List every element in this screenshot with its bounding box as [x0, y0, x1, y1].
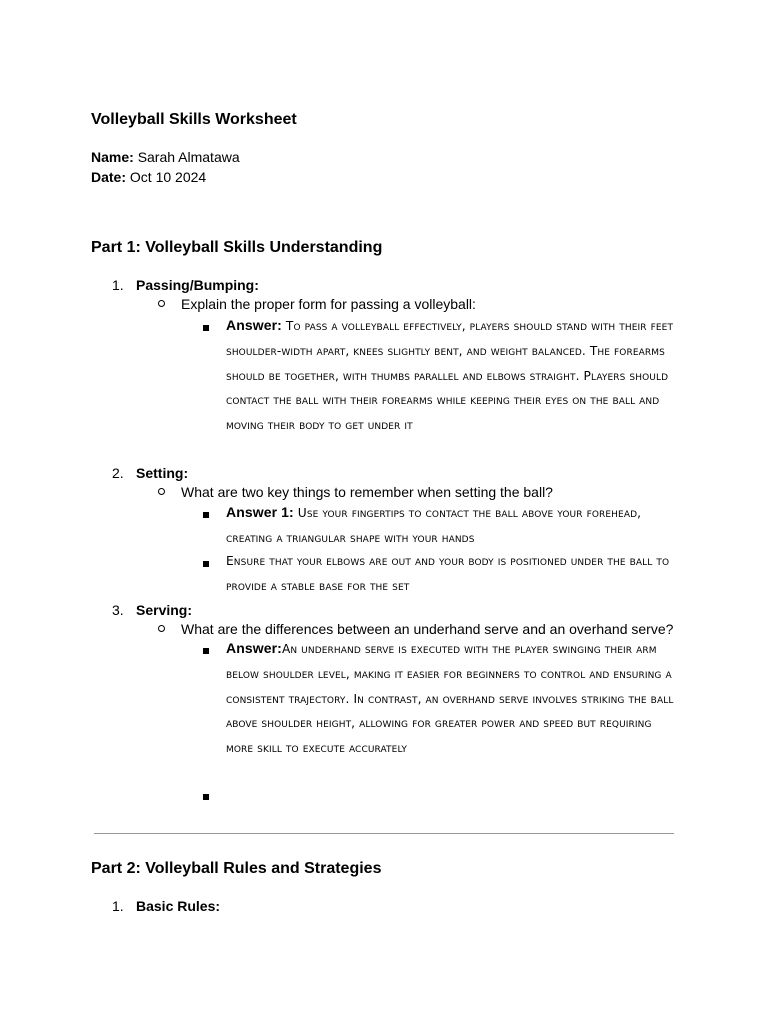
- answer-text: An underhand serve is executed with the player swinging their arm below shoulder level, making it easier for beginners to control and ensuring a consistent trajectory. In contrast, an overhand serve involves striking the ball above shoulder height, allowing for greater power and speed but requiring more skill to execute accurately: [226, 642, 674, 756]
- date-label: Date:: [91, 169, 127, 185]
- item-label-setting: Setting:: [136, 465, 189, 481]
- question-setting: What are two key things to remember when setting the ball?: [181, 484, 553, 500]
- question-serving: What are the differences between an underhand serve and an overhand serve?: [181, 621, 674, 637]
- date-value: Oct 10 2024: [129, 169, 207, 185]
- date-line: [91, 169, 206, 185]
- square-bullet-icon: [203, 794, 209, 800]
- name-value: Sarah Almatawa: [137, 149, 240, 165]
- circle-bullet-icon: [158, 625, 165, 632]
- name-label: Name:: [91, 149, 134, 165]
- square-bullet-icon: [203, 512, 209, 518]
- answer-text: To pass a volleyball effectively, players should stand with their feet shoulder-width apart, knees slightly bent, and weight balanced. The forearms should be together, with thumbs parallel and elbows straight. Players should contact the ball with their forearms while keeping their eyes on the ball and moving their body to get under it: [226, 319, 674, 433]
- section-divider: [94, 833, 674, 834]
- item-number: 1.: [112, 277, 124, 293]
- item-number: 2.: [112, 465, 124, 481]
- item-label-basic-rules: Basic Rules:: [136, 898, 221, 914]
- circle-bullet-icon: [158, 488, 165, 495]
- item-number: 1.: [112, 898, 124, 914]
- square-bullet-icon: [203, 648, 209, 654]
- square-bullet-icon: [203, 325, 209, 331]
- answer-label: Answer:: [226, 640, 282, 656]
- answer-setting-1: [226, 500, 678, 551]
- name-line: [91, 149, 240, 165]
- item-number: 3.: [112, 602, 124, 618]
- part2-title: Part 2: Volleyball Rules and Strategies: [91, 860, 382, 877]
- circle-bullet-icon: [158, 300, 165, 307]
- answer-passing: [226, 313, 678, 438]
- document-title: Volleyball Skills Worksheet: [91, 111, 297, 128]
- question-passing: Explain the proper form for passing a volleyball:: [181, 296, 476, 312]
- item-label-serving: Serving:: [136, 602, 193, 618]
- answer-serving: [226, 636, 678, 761]
- part1-title: Part 1: Volleyball Skills Understanding: [91, 239, 383, 256]
- item-label-passing: Passing/Bumping:: [136, 277, 259, 293]
- answer-text: Use your fingertips to contact the ball above your forehead, creating a triangular shape with your hands: [226, 506, 642, 545]
- square-bullet-icon: [203, 561, 209, 567]
- answer-label: Answer:: [226, 317, 282, 333]
- answer-setting-2: [226, 549, 678, 599]
- answer-text: Ensure that your elbows are out and your body is positioned under the ball to provide a stable base for the set: [226, 554, 670, 593]
- answer-label: Answer 1:: [226, 504, 294, 520]
